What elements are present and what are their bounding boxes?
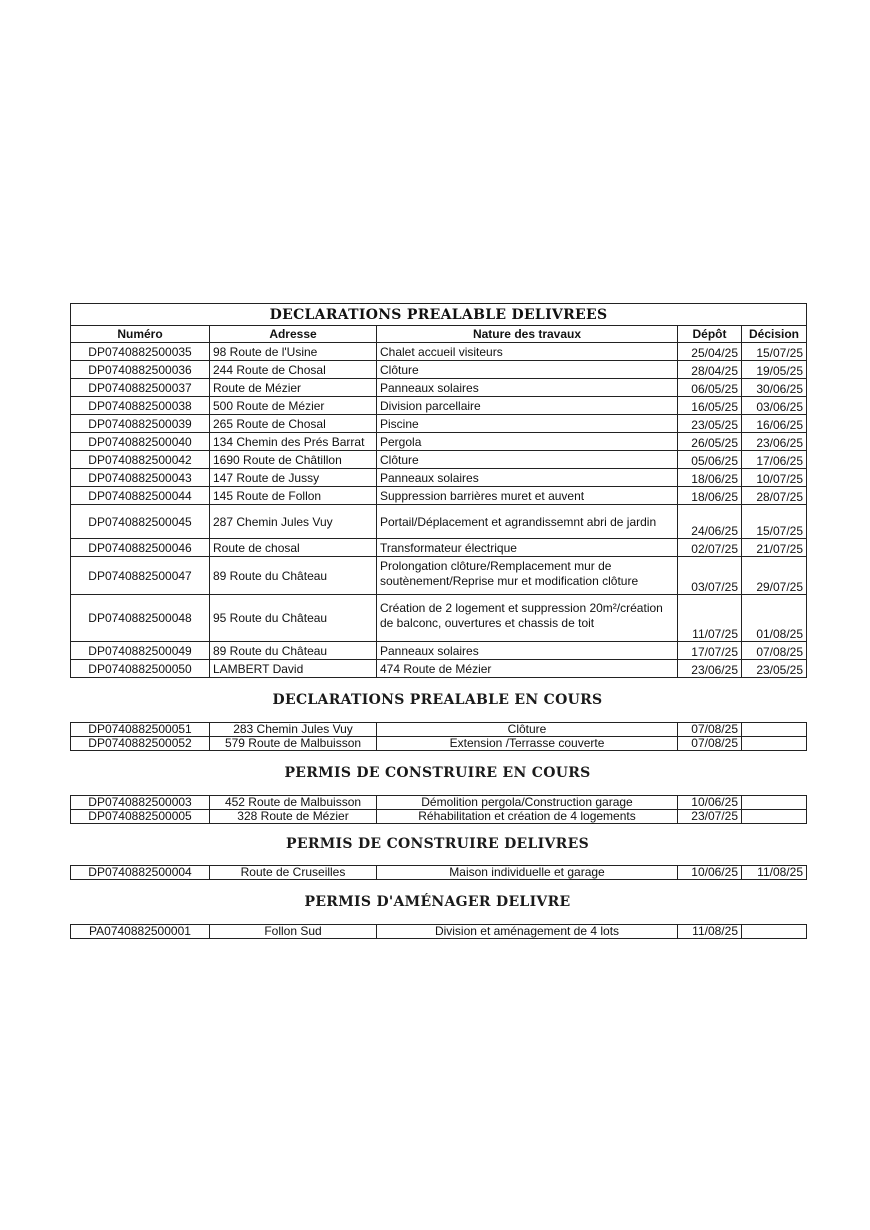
table-row (71, 415, 807, 433)
table-row (71, 505, 807, 539)
cell-numero: DP0740882500048 (71, 595, 210, 642)
cell-adresse: Route de Mézier (210, 379, 377, 397)
cell-depot: 07/08/25 (678, 723, 742, 737)
cell-nature: Clôture (377, 723, 678, 737)
cell-numero: DP0740882500004 (71, 866, 210, 880)
cell-decision: 23/05/25 (742, 660, 807, 678)
cell-adresse: 500 Route de Mézier (210, 397, 377, 415)
table-row (71, 397, 807, 415)
cell-decision (742, 810, 807, 824)
cell-adresse: 89 Route du Château (210, 642, 377, 660)
cell-depot: 25/04/25 (678, 343, 742, 361)
cell-nature: Panneaux solaires (377, 642, 678, 660)
cell-numero: DP0740882500051 (71, 723, 210, 737)
cell-nature: Démolition pergola/Construction garage (377, 796, 678, 810)
cell-adresse: 287 Chemin Jules Vuy (210, 505, 377, 539)
cell-numero: DP0740882500047 (71, 557, 210, 595)
cell-numero: DP0740882500046 (71, 539, 210, 557)
cell-nature: Extension /Terrasse couverte (377, 737, 678, 751)
cell-nature: Clôture (377, 451, 678, 469)
table-row (71, 379, 807, 397)
cell-adresse: 98 Route de l'Usine (210, 343, 377, 361)
cell-depot: 16/05/25 (678, 397, 742, 415)
cell-decision: 28/07/25 (742, 487, 807, 505)
cell-adresse: 328 Route de Mézier (210, 810, 377, 824)
cell-decision: 23/06/25 (742, 433, 807, 451)
cell-numero: DP0740882500038 (71, 397, 210, 415)
cell-depot: 18/06/25 (678, 469, 742, 487)
table-row (71, 642, 807, 660)
cell-depot: 02/07/25 (678, 539, 742, 557)
header-decision: Décision (742, 326, 807, 343)
cell-decision: 17/06/25 (742, 451, 807, 469)
cell-numero: DP0740882500035 (71, 343, 210, 361)
cell-numero: DP0740882500052 (71, 737, 210, 751)
table-row (71, 796, 807, 810)
table-row (71, 595, 807, 642)
cell-adresse: 89 Route du Château (210, 557, 377, 595)
cell-numero: DP0740882500040 (71, 433, 210, 451)
cell-depot: 10/06/25 (678, 866, 742, 880)
cell-adresse: 579 Route de Malbuisson (210, 737, 377, 751)
cell-decision: 30/06/25 (742, 379, 807, 397)
cell-adresse: Route de Cruseilles (210, 866, 377, 880)
header-numero: Numéro (71, 326, 210, 343)
header-nature: Nature des travaux (377, 326, 678, 343)
cell-adresse: LAMBERT David (210, 660, 377, 678)
cell-nature: Division parcellaire (377, 397, 678, 415)
cell-decision (742, 723, 807, 737)
cell-nature: 474 Route de Mézier (377, 660, 678, 678)
cell-depot: 23/07/25 (678, 810, 742, 824)
pa-delivre-table (70, 924, 807, 939)
cell-nature: Piscine (377, 415, 678, 433)
cell-adresse: 95 Route du Château (210, 595, 377, 642)
table-row (71, 469, 807, 487)
cell-numero: DP0740882500049 (71, 642, 210, 660)
cell-decision: 07/08/25 (742, 642, 807, 660)
cell-depot: 26/05/25 (678, 433, 742, 451)
cell-decision: 15/07/25 (742, 505, 807, 539)
pc-en-cours-table (70, 795, 807, 824)
cell-numero: DP0740882500036 (71, 361, 210, 379)
table-row (71, 539, 807, 557)
table-row (71, 557, 807, 595)
cell-nature: Création de 2 logement et suppression 20m²/création de balconc, ouvertures et chassis de toit (377, 595, 678, 642)
header-adresse: Adresse (210, 326, 377, 343)
cell-decision: 01/08/25 (742, 595, 807, 642)
cell-nature: Maison individuelle et garage (377, 866, 678, 880)
cell-decision: 21/07/25 (742, 539, 807, 557)
cell-depot: 07/08/25 (678, 737, 742, 751)
table-row (71, 487, 807, 505)
table-row (71, 925, 807, 939)
cell-nature: Prolongation clôture/Remplacement mur de soutènement/Reprise mur et modification clôture (377, 557, 678, 595)
cell-nature: Pergola (377, 433, 678, 451)
cell-adresse: 452 Route de Malbuisson (210, 796, 377, 810)
cell-decision: 03/06/25 (742, 397, 807, 415)
section-title-pa-delivre: PERMIS D'AMÉNAGER DELIVRE (304, 894, 571, 910)
table-row (71, 866, 807, 880)
cell-numero: DP0740882500005 (71, 810, 210, 824)
cell-nature: Panneaux solaires (377, 379, 678, 397)
cell-decision (742, 796, 807, 810)
cell-depot: 23/05/25 (678, 415, 742, 433)
cell-decision: 19/05/25 (742, 361, 807, 379)
cell-decision (742, 925, 807, 939)
pc-delivres-table (70, 865, 807, 880)
cell-adresse: 145 Route de Follon (210, 487, 377, 505)
cell-depot: 03/07/25 (678, 557, 742, 595)
cell-adresse: 265 Route de Chosal (210, 415, 377, 433)
dp-en-cours-table (70, 722, 807, 751)
cell-decision: 16/06/25 (742, 415, 807, 433)
cell-depot: 11/07/25 (678, 595, 742, 642)
cell-depot: 18/06/25 (678, 487, 742, 505)
cell-numero: DP0740882500050 (71, 660, 210, 678)
cell-depot: 23/06/25 (678, 660, 742, 678)
cell-decision: 11/08/25 (742, 866, 807, 880)
cell-decision: 10/07/25 (742, 469, 807, 487)
table-row (71, 451, 807, 469)
cell-depot: 10/06/25 (678, 796, 742, 810)
cell-adresse: Follon Sud (210, 925, 377, 939)
cell-depot: 17/07/25 (678, 642, 742, 660)
cell-nature: Suppression barrières muret et auvent (377, 487, 678, 505)
cell-depot: 05/06/25 (678, 451, 742, 469)
cell-adresse: Route de chosal (210, 539, 377, 557)
section-title-pc-en-cours: PERMIS DE CONSTRUIRE EN COURS (284, 765, 591, 781)
cell-nature: Clôture (377, 361, 678, 379)
table-row (71, 723, 807, 737)
cell-numero: DP0740882500045 (71, 505, 210, 539)
cell-numero: DP0740882500003 (71, 796, 210, 810)
section-title-dp-delivrees: DECLARATIONS PREALABLE DELIVREES (71, 304, 807, 326)
table-row (71, 361, 807, 379)
cell-decision (742, 737, 807, 751)
cell-depot: 24/06/25 (678, 505, 742, 539)
cell-adresse: 283 Chemin Jules Vuy (210, 723, 377, 737)
cell-nature: Panneaux solaires (377, 469, 678, 487)
cell-decision: 29/07/25 (742, 557, 807, 595)
cell-nature: Division et aménagement de 4 lots (377, 925, 678, 939)
dp-delivrees-table (70, 303, 807, 678)
cell-nature: Chalet accueil visiteurs (377, 343, 678, 361)
header-depot: Dépôt (678, 326, 742, 343)
table-row (71, 810, 807, 824)
table-row (71, 343, 807, 361)
cell-nature: Réhabilitation et création de 4 logements (377, 810, 678, 824)
cell-decision: 15/07/25 (742, 343, 807, 361)
cell-adresse: 1690 Route de Châtillon (210, 451, 377, 469)
table-row (71, 433, 807, 451)
table-row (71, 660, 807, 678)
table-row (71, 737, 807, 751)
cell-depot: 06/05/25 (678, 379, 742, 397)
cell-adresse: 147 Route de Jussy (210, 469, 377, 487)
cell-numero: DP0740882500043 (71, 469, 210, 487)
cell-nature: Portail/Déplacement et agrandissemnt abri de jardin (377, 505, 678, 539)
cell-nature: Transformateur électrique (377, 539, 678, 557)
column-headers (71, 326, 807, 343)
section-title-pc-delivres: PERMIS DE CONSTRUIRE DELIVRES (286, 836, 589, 852)
cell-numero: DP0740882500037 (71, 379, 210, 397)
cell-adresse: 244 Route de Chosal (210, 361, 377, 379)
cell-adresse: 134 Chemin des Prés Barrat (210, 433, 377, 451)
cell-numero: DP0740882500042 (71, 451, 210, 469)
cell-numero: PA0740882500001 (71, 925, 210, 939)
cell-depot: 11/08/25 (678, 925, 742, 939)
cell-depot: 28/04/25 (678, 361, 742, 379)
section-title-dp-en-cours: DECLARATIONS PREALABLE EN COURS (272, 692, 603, 708)
cell-numero: DP0740882500044 (71, 487, 210, 505)
cell-numero: DP0740882500039 (71, 415, 210, 433)
